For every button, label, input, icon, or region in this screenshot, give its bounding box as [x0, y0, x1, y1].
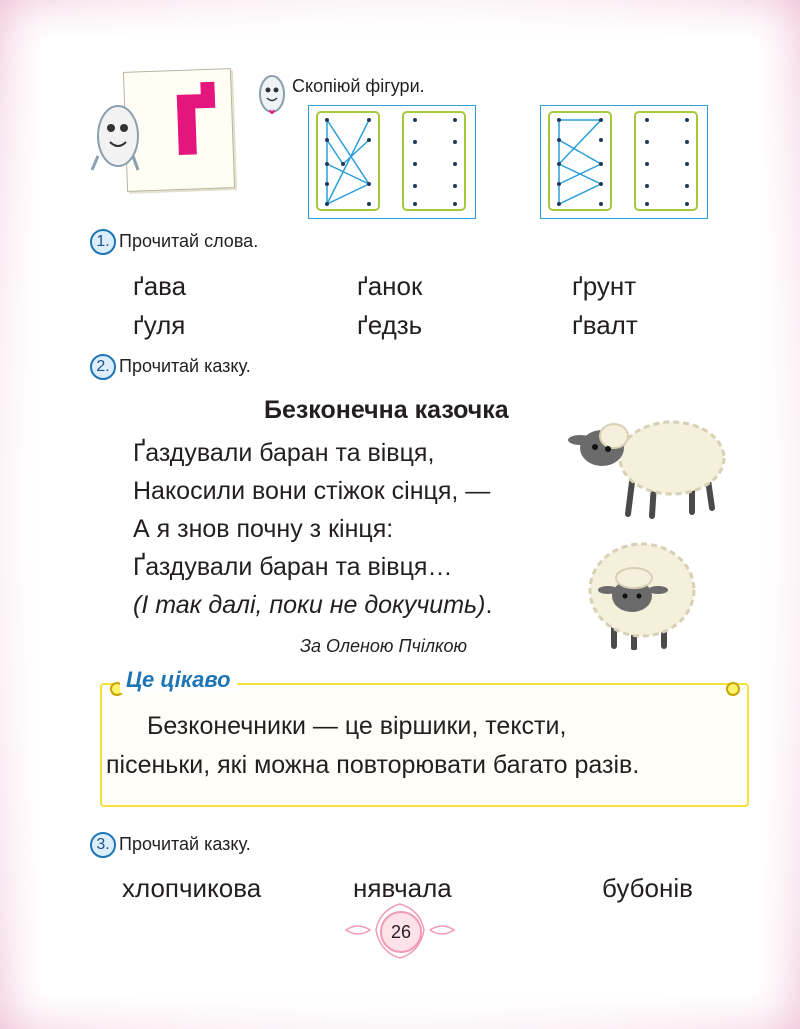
- exercise-number-badge: 2.: [90, 354, 116, 380]
- poem-body: [133, 434, 492, 624]
- poem-author: За Оленою Пчілкою: [300, 636, 468, 656]
- pencil-mascot-icon: [88, 96, 148, 178]
- page-number: 26: [380, 911, 422, 953]
- pattern-box-1: [308, 105, 476, 219]
- word: ґуля: [133, 310, 186, 340]
- word: ґвалт: [572, 310, 638, 340]
- sheep-icon: [584, 530, 700, 650]
- pattern-box-2: [540, 105, 708, 219]
- poem-line: Ґаздували баран та вівця…: [133, 553, 453, 581]
- word: ґрунт: [572, 271, 637, 301]
- word: ґанок: [357, 271, 423, 301]
- poem-line-italic: [133, 586, 492, 624]
- exercise-instruction: Прочитай казку.: [119, 355, 251, 376]
- exercise-number-badge: 3.: [90, 832, 116, 858]
- word: нявчала: [353, 873, 452, 903]
- exercise-3-heading: [90, 832, 251, 858]
- sheep-icon: [562, 402, 732, 520]
- word: ґедзь: [357, 310, 423, 340]
- poem-italic-text: (І так далі, поки не докучить): [133, 591, 486, 619]
- exercise-instruction: Прочитай казку.: [119, 833, 251, 854]
- exercise-1-heading: [90, 229, 258, 255]
- small-mascot-icon: [254, 70, 290, 118]
- copy-instruction: Скопіюй фігури.: [292, 76, 425, 96]
- poem-line: Ґаздували баран та вівця,: [133, 439, 435, 467]
- pattern-1-drawing: [309, 106, 475, 218]
- exercise-instruction: Прочитай слова.: [119, 230, 259, 251]
- word: хлопчикова: [122, 873, 262, 903]
- letter-g-glyph: [177, 94, 197, 155]
- exercise-2-heading: [90, 354, 251, 380]
- poem-italic-end: .: [485, 591, 493, 619]
- poem-title: Безконечна казочка: [264, 396, 509, 424]
- poem-line: А я знов почну з кінця:: [133, 515, 394, 543]
- box-corner-dot: [726, 682, 740, 696]
- word: ґава: [133, 271, 187, 301]
- info-text-line: пісеньки, які можна повторювати багато разів.: [106, 751, 640, 779]
- info-box-label: Це цікаво: [120, 667, 237, 693]
- info-text-line: Безконечники — це віршики, тексти,: [147, 712, 567, 740]
- pattern-2-drawing: [541, 106, 707, 218]
- poem-line: Накосили вони стіжок сінця, —: [133, 477, 491, 505]
- word: бубонів: [602, 873, 693, 903]
- exercise-number-badge: 1.: [90, 229, 116, 255]
